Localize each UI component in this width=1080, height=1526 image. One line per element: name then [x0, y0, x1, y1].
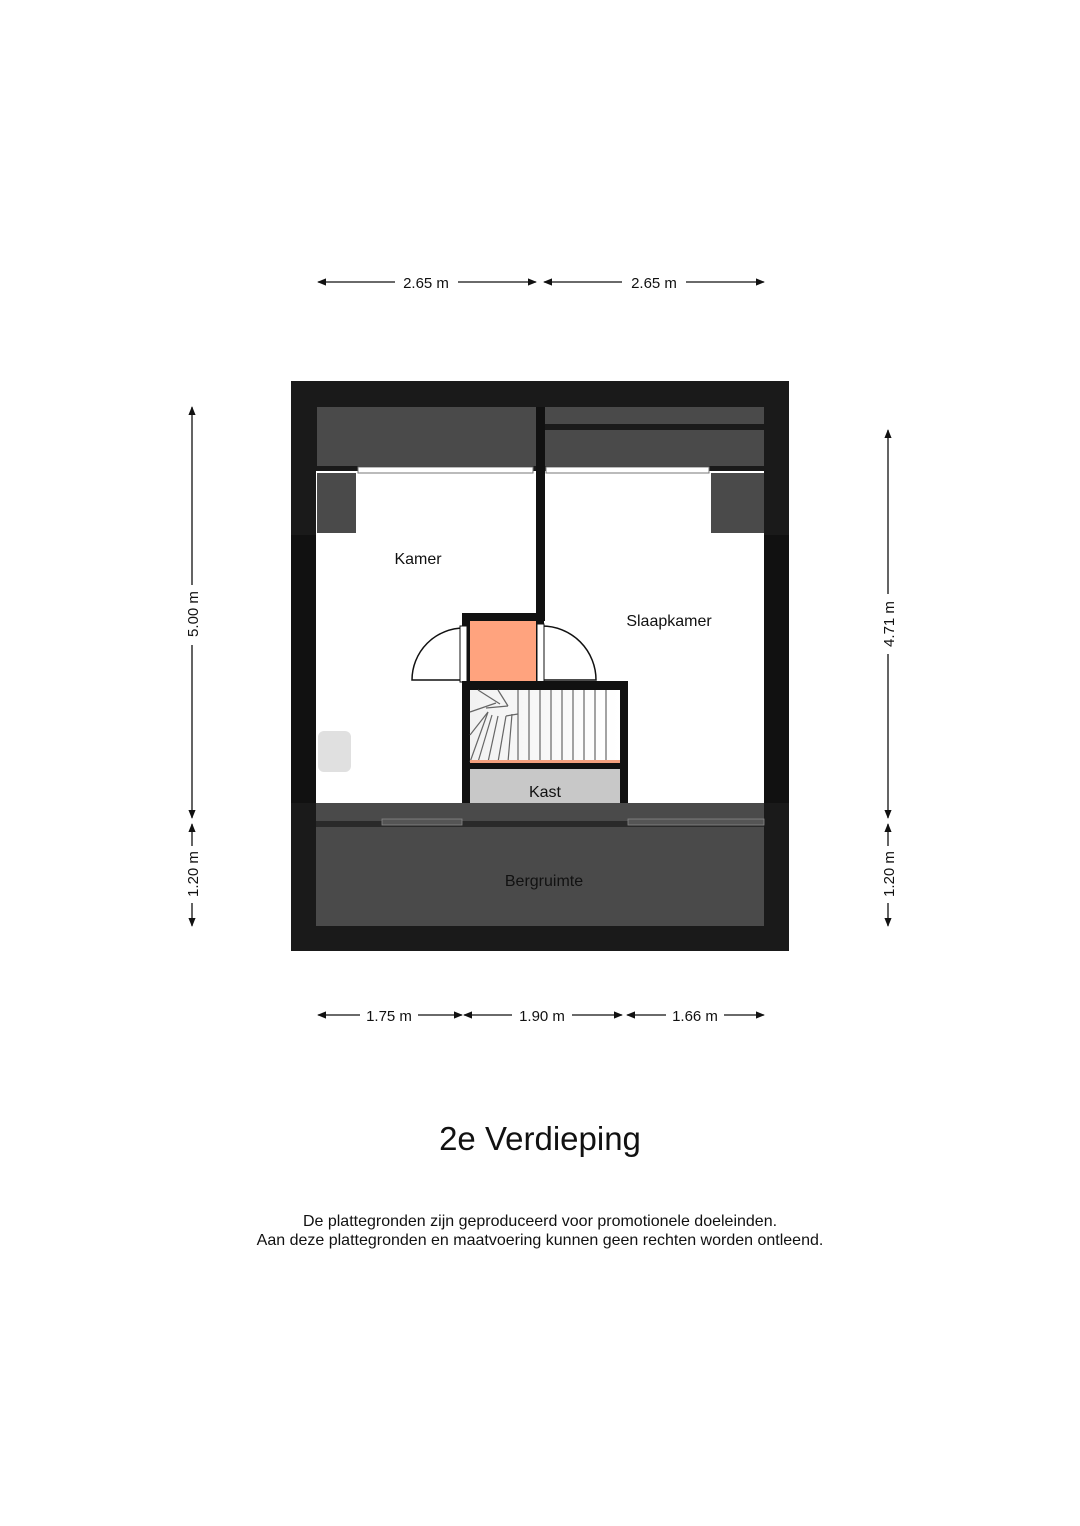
low-ceiling-corner-left: [317, 473, 356, 533]
low-ceiling-corner-right: [711, 473, 764, 533]
dimension-left-lower-label: 1.20 m: [185, 851, 202, 897]
room-label-bergruimte: Bergruimte: [504, 873, 584, 890]
low-ceiling-top-right-b: [545, 430, 764, 466]
dimension-bottom-middle: [464, 1008, 622, 1025]
low-ceiling-band: [316, 803, 764, 821]
sliding-door-left: [382, 819, 462, 825]
left-wall-inner: [291, 535, 316, 803]
dimension-top-right: [544, 275, 764, 292]
low-ceiling-top-right-a: [545, 407, 764, 424]
disclaimer-line-2: Aan deze plattegronden en maatvoering kunnen geen rechten worden ontleend.: [256, 1232, 824, 1249]
disclaimer: [0, 1212, 1080, 1250]
window-right: [546, 467, 709, 473]
dimension-bottom-middle-label: 1.90 m: [519, 1008, 565, 1025]
fixture-left: [318, 731, 351, 772]
page-title: 2e Verdieping: [439, 1120, 641, 1157]
room-label-kamer: Kamer: [394, 551, 442, 568]
dimension-bottom-left-label: 1.75 m: [366, 1008, 412, 1025]
dimension-top-left-label: 2.65 m: [403, 275, 449, 292]
stair-handrail: [470, 760, 620, 763]
landing: [470, 621, 536, 684]
disclaimer-line-1: De plattegronden zijn geproduceerd voor promotionele doeleinden.: [302, 1213, 778, 1230]
room-label-kast: Kast: [528, 784, 562, 801]
divider-wall-top: [536, 407, 545, 614]
dimension-bottom-right-label: 1.66 m: [672, 1008, 718, 1025]
dimension-top-right-label: 2.65 m: [631, 275, 677, 292]
room-label-slaapkamer: Slaapkamer: [626, 613, 712, 630]
dimension-right-lower: [881, 824, 898, 926]
dimension-bottom-left: [318, 1008, 462, 1025]
dimension-right-upper: [881, 430, 898, 818]
low-ceiling-top-left: [317, 407, 536, 466]
dimension-top-left: [318, 275, 536, 292]
dimension-left-upper: [185, 407, 202, 818]
right-wall-inner: [764, 535, 789, 803]
dimension-left-lower: [185, 824, 202, 926]
window-left: [358, 467, 533, 473]
dimension-right-lower-label: 1.20 m: [881, 851, 898, 897]
dimension-right-upper-label: 4.71 m: [881, 601, 898, 647]
dimension-left-upper-label: 5.00 m: [185, 591, 202, 637]
divider-wall-upper-landing: [462, 613, 545, 621]
sliding-door-right: [628, 819, 764, 825]
dimension-bottom-right: [627, 1008, 764, 1025]
stairs: [470, 690, 620, 762]
